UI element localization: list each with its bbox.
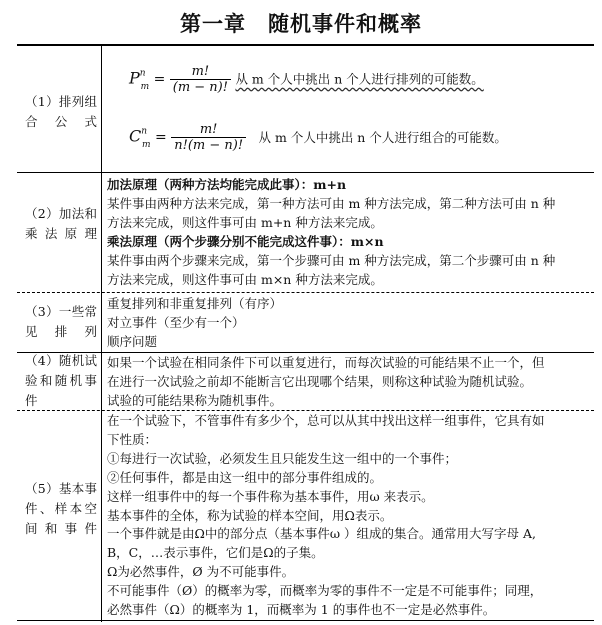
chapter-title: 第一章 随机事件和概率 [180,12,422,36]
addition-principle-heading: 加法原理（两种方法均能完成此事）：m+n [107,177,347,192]
text-line: 一个事件就是由Ω中的部分点（基本事件ω ）组成的集合。通常用大写字母 A, [107,526,537,542]
text-line: 如果一个试验在相同条件下可以重复进行，而每次试验的可能结果不止一个，但 [107,355,545,370]
formula-c-denominator: n!(m − n)! [171,137,246,153]
formula-p-sub: m [140,81,150,92]
formula-p-eq: = [153,71,166,88]
table-bottom-border [17,620,594,621]
text-line: 不可能事件（Ø）的概率为零，而概率为零的事件不一定是不可能事件；同理， [107,583,543,599]
text-line: ①每进行一次试验，必须发生且只能发生这一组中的一个事件； [107,450,458,466]
row-content-sample-space [107,412,591,620]
row-label-permutation: （1）排列组合公式 [25,94,97,129]
formula-c-description: 从 m 个人中挑出 n 个人进行组合的可能数。 [258,129,507,145]
formula-c-fraction [171,122,246,153]
formula-c-sup: n [141,126,148,137]
row-content-addition-multiplication [107,175,591,289]
table-top-border [17,44,594,46]
text-line: 基本事件的全体，称为试验的样本空间，用Ω表示。 [107,507,393,523]
row-divider-4 [17,410,594,411]
text-line: 这样一组事件中的每一个事件称为基本事件，用ω 来表示。 [107,488,434,504]
text-line: 某件事由两个步骤来完成，第一个步骤可由 m 种方法完成，第二个步骤可由 n 种 [107,253,556,268]
row-label-sample-space: （5）基本事件、样本空间和事件 [25,481,97,536]
text-line: 在进行一次试验之前却不能断言它出现哪个结果，则称这种试验为随机试验。 [107,374,533,389]
multiplication-principle-heading: 乘法原理（两个步骤分别不能完成这件事）：m×n [107,234,384,249]
content-table [17,44,594,622]
row-content-random-experiment [107,353,591,410]
combination-formula [129,122,507,153]
text-line: Ω为必然事件，Ø 为不可能事件。 [107,564,295,580]
text-line: 方法来完成，则这件事可由 m+n 种方法来完成。 [107,215,383,230]
text-line: 顺序问题 [107,334,158,349]
row-label-addition-multiplication: （2）加法和乘法原理 [25,206,97,241]
column-divider [101,44,102,622]
row-content-common-permutations [107,294,591,351]
text-line: 试验的可能结果称为随机事件。 [107,393,283,408]
permutation-formula [129,64,484,95]
text-line: 对立事件（至少有一个） [107,315,245,330]
row-label-random-experiment: （4）随机试验和随机事件 [25,353,97,408]
formula-p-fraction [170,64,231,95]
text-line: 方法来完成，则这件事可由 m×n 种方法来完成。 [107,272,383,287]
text-line: B，C，…表示事件，它们是Ω的子集。 [107,545,324,561]
text-line: ②任何事件，都是由这一组中的部分事件组成的。 [107,469,383,485]
text-line: 某件事由两种方法来完成，第一种方法可由 m 种方法完成，第二种方法可由 n 种 [107,196,556,211]
text-line: 必然事件（Ω）的概率为 1，而概率为 1 的事件也不一定是必然事件。 [107,602,496,618]
formula-c-numerator: m! [199,122,218,137]
text-line: 在一个试验下，不管事件有多少个，总可以从其中找出这样一组事件，它具有如 [107,413,545,428]
formula-c-symbol: C [129,126,142,146]
formula-p-sup: n [139,68,146,79]
text-line: 下性质： [107,431,158,447]
row-divider-1 [17,172,594,173]
row-divider-2 [17,292,594,293]
formula-p-numerator: m! [191,64,210,79]
formula-p-denominator: (m − n)! [170,79,231,95]
formula-c-sub: m [142,139,151,150]
text-line: 重复排列和非重复排列（有序） [107,296,283,311]
formula-c-eq: = [155,129,167,146]
row-label-common-permutations: （3）一些常见排列 [25,304,97,339]
formula-p-description: 从 m 个人中挑出 n 个人进行排列的可能数。 [235,71,484,87]
formula-p-symbol: P [129,68,140,88]
